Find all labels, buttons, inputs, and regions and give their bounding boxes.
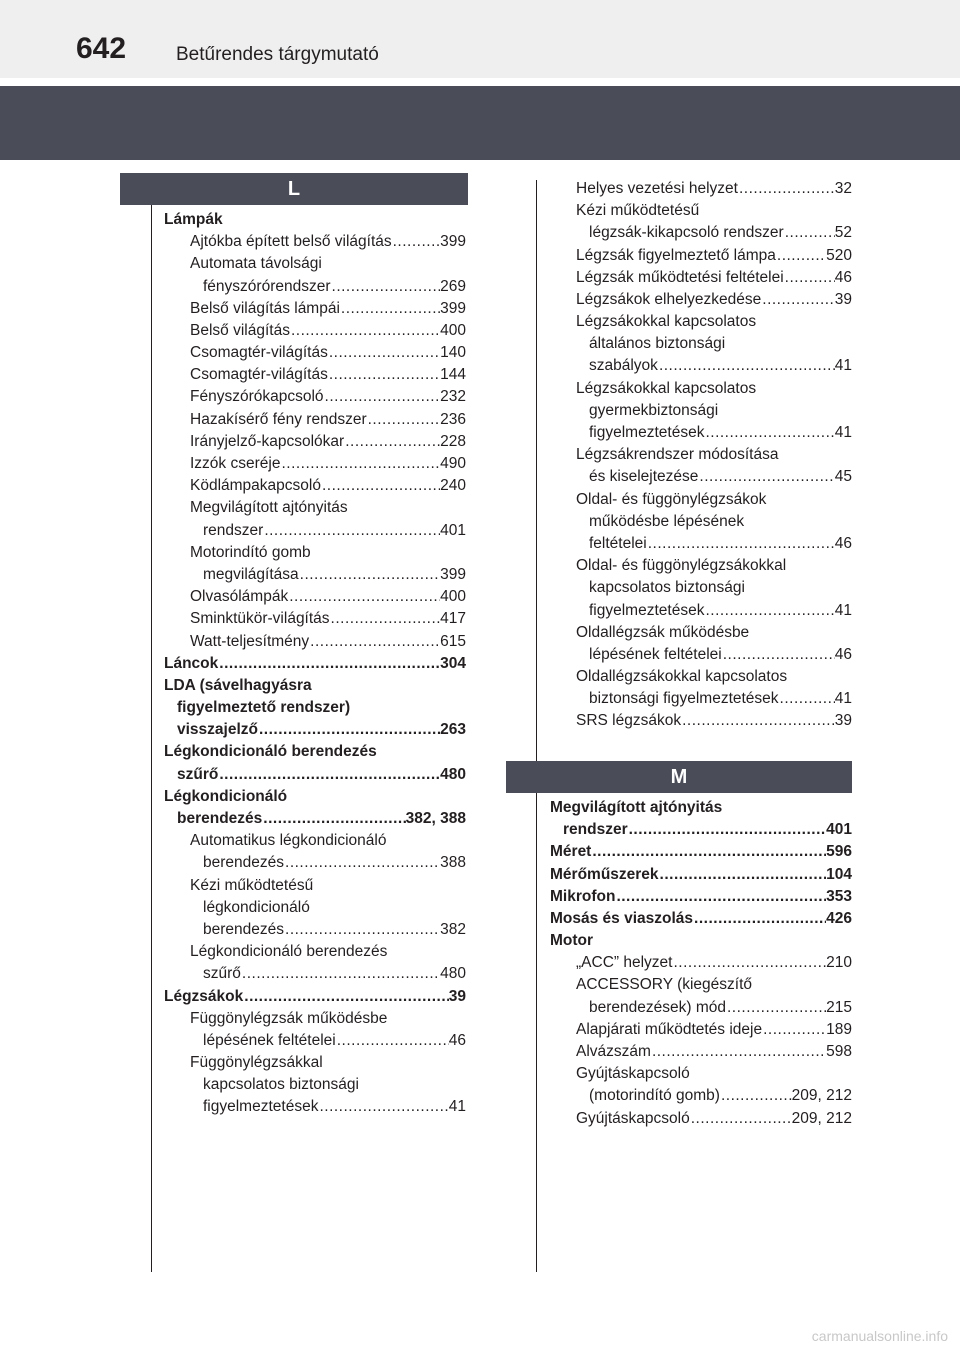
- dot-leader: [328, 342, 440, 364]
- index-entry: [550, 997, 852, 1019]
- index-entry: [164, 742, 466, 764]
- index-entry-text: figyelmeztetések: [203, 1098, 319, 1116]
- index-entry-text: gyermekbiztonsági: [589, 401, 719, 419]
- index-entry-text: rendszer: [563, 821, 628, 839]
- index-entry-text: SRS légzsákok: [576, 712, 682, 730]
- index-entry-text: kapcsolatos biztonsági: [589, 579, 745, 597]
- index-entry-page: 399: [440, 299, 466, 317]
- dot-leader: [243, 986, 448, 1008]
- index-entry-text: Helyes vezetési helyzet: [576, 179, 738, 197]
- index-entry: [164, 453, 466, 475]
- index-entry-page: 39: [448, 987, 466, 1005]
- index-entry-text: Méret: [550, 843, 592, 861]
- dot-leader: [258, 719, 440, 741]
- index-entry-page: 417: [440, 610, 466, 628]
- dot-leader: [690, 1108, 792, 1130]
- index-entry-text: Láncok: [164, 654, 219, 672]
- index-entry-text: lépésének feltételei: [203, 1031, 336, 1049]
- index-entry-text: Mosás és viaszolás: [550, 909, 694, 927]
- index-entry-text: berendezés: [203, 854, 285, 872]
- index-entry-page: 401: [440, 521, 466, 539]
- index-entry-page: 615: [440, 632, 466, 650]
- dot-leader: [659, 864, 827, 886]
- index-entry: [164, 941, 466, 963]
- index-entry: [164, 497, 466, 519]
- index-entry-text: Hazakísérő fény rendszer: [190, 410, 367, 428]
- index-entry: [550, 466, 852, 488]
- index-entry: [550, 819, 852, 841]
- index-entry-page: 236: [440, 410, 466, 428]
- index-entry-text: Irányjelző-kapcsolókar: [190, 432, 345, 450]
- index-entry-page: 46: [834, 268, 852, 286]
- index-entry-text: és kiselejtezése: [589, 468, 699, 486]
- dot-leader: [330, 608, 441, 630]
- dot-leader: [340, 298, 440, 320]
- dot-leader: [681, 710, 835, 732]
- index-entry: [550, 908, 852, 930]
- index-entry-text: Alvázszám: [576, 1043, 651, 1061]
- dot-leader: [722, 644, 835, 666]
- index-entry-text: Légkondicionáló: [164, 787, 288, 805]
- index-entry-text: Sminktükör-világítás: [190, 610, 330, 628]
- index-entry-text: Légzsákokkal kapcsolatos: [576, 379, 757, 397]
- index-entry-text: Automata távolsági: [190, 255, 322, 273]
- index-entry: [550, 688, 852, 710]
- index-entry-text: Oldallégzsák működésbe: [576, 623, 750, 641]
- left-column-rule: [151, 180, 152, 1272]
- index-entry: [164, 719, 466, 741]
- header-band: [0, 86, 960, 160]
- index-entry: [550, 1108, 852, 1130]
- section-header-m: M: [506, 761, 852, 793]
- index-entry: [550, 489, 852, 511]
- index-entry-page: 46: [834, 645, 852, 663]
- dot-leader: [331, 276, 441, 298]
- dot-leader: [672, 952, 826, 974]
- index-entry: [550, 178, 852, 200]
- index-entry-page: 353: [826, 887, 852, 905]
- dot-leader: [651, 1041, 826, 1063]
- index-entry: [164, 897, 466, 919]
- index-entry-page: 480: [440, 965, 466, 983]
- index-entry-page: 39: [834, 712, 852, 730]
- index-entry-page: 480: [440, 765, 466, 783]
- middle-column-rule: [536, 180, 537, 1272]
- index-entry: [550, 1041, 852, 1063]
- index-entry: [164, 919, 466, 941]
- dot-leader: [262, 808, 405, 830]
- index-entry-text: Automatikus légkondicionáló: [190, 832, 387, 850]
- dot-leader: [280, 453, 440, 475]
- index-entry-text: Motorindító gomb: [190, 543, 311, 561]
- index-entry: [550, 930, 852, 952]
- index-entry: [550, 1019, 852, 1041]
- index-entry-text: Légzsák működtetési feltételei: [576, 268, 784, 286]
- index-entry-text: szabályok: [589, 357, 658, 375]
- index-entry-page: 46: [834, 534, 852, 552]
- index-entry-page: 520: [826, 246, 852, 264]
- index-entry: [164, 963, 466, 985]
- index-entry: [550, 378, 852, 400]
- index-entry-text: légzsák-kikapcsoló rendszer: [589, 224, 784, 242]
- dot-leader: [290, 320, 440, 342]
- index-entry: [164, 253, 466, 275]
- index-entry-page: 228: [440, 432, 466, 450]
- index-entry-text: „ACC” helyzet: [576, 954, 673, 972]
- dot-leader: [392, 231, 441, 253]
- index-entry: [164, 875, 466, 897]
- index-entry-page: 45: [834, 468, 852, 486]
- index-entry-page: 144: [440, 366, 466, 384]
- index-entry-page: 215: [826, 998, 852, 1016]
- index-entry-text: LDA (sávelhagyásra: [164, 676, 312, 694]
- index-entry: [550, 600, 852, 622]
- index-entry-text: Csomagtér-világítás: [190, 344, 328, 362]
- index-entry-page: 189: [826, 1020, 852, 1038]
- index-entry-page: 46: [448, 1031, 466, 1049]
- index-entry-text: Gyújtáskapcsoló: [576, 1109, 690, 1127]
- index-entry-text: Légzsákokkal kapcsolatos: [576, 313, 757, 331]
- index-entry-text: Légzsákrendszer módosítása: [576, 446, 779, 464]
- index-entry-text: általános biztonsági: [589, 335, 726, 353]
- dot-leader: [738, 178, 835, 200]
- index-entry: [550, 666, 852, 688]
- index-entry-text: szűrő: [177, 765, 219, 783]
- index-entry: [550, 333, 852, 355]
- index-entry-page: 400: [440, 321, 466, 339]
- index-entry-page: 41: [834, 357, 852, 375]
- index-entry-text: Olvasólámpák: [190, 588, 289, 606]
- index-entry-text: Függönylégzsákkal: [190, 1054, 323, 1072]
- index-entry: [164, 298, 466, 320]
- index-entry-text: Motor: [550, 932, 594, 950]
- index-entry-text: Légkondicionáló berendezés: [190, 943, 388, 961]
- index-entry: [164, 808, 466, 830]
- index-entry-text: működésbe lépésének: [589, 512, 745, 530]
- index-entry: [164, 276, 466, 298]
- index-entry-text: feltételei: [589, 534, 647, 552]
- index-entry-text: rendszer: [203, 521, 264, 539]
- index-entry-page: 399: [440, 565, 466, 583]
- dot-leader: [726, 997, 826, 1019]
- index-entry-text: berendezés: [203, 920, 285, 938]
- index-entry-page: 426: [826, 909, 852, 927]
- dot-leader: [367, 409, 441, 431]
- index-entry-text: fényszórórendszer: [203, 277, 331, 295]
- dot-leader: [647, 533, 835, 555]
- index-entry: [550, 444, 852, 466]
- index-entry: [550, 555, 852, 577]
- index-entry: [550, 644, 852, 666]
- index-entry-text: Légzsákok: [164, 987, 244, 1005]
- index-entry: [164, 830, 466, 852]
- index-entry-text: berendezés: [177, 810, 263, 828]
- index-entry-page: 304: [440, 654, 466, 672]
- dot-leader: [761, 289, 834, 311]
- index-entry-page: 232: [440, 388, 466, 406]
- index-entry-text: Légzsákok elhelyezkedése: [576, 290, 762, 308]
- index-entry-page: 52: [834, 224, 852, 242]
- index-entry-text: Watt-teljesítmény: [190, 632, 310, 650]
- dot-leader: [720, 1085, 792, 1107]
- index-entry: [164, 1008, 466, 1030]
- index-entry: [550, 356, 852, 378]
- dot-leader: [309, 631, 440, 653]
- page-title: Betűrendes tárgymutató: [176, 44, 379, 65]
- index-entry-page: 490: [440, 455, 466, 473]
- index-entry-text: figyelmeztetések: [589, 424, 705, 442]
- index-entry-page: 399: [440, 233, 466, 251]
- index-entry-text: (motorindító gomb): [589, 1087, 720, 1105]
- dot-leader: [328, 364, 440, 386]
- index-entry: [164, 764, 466, 786]
- dot-leader: [658, 355, 835, 377]
- index-entry: [550, 577, 852, 599]
- index-entry-page: 598: [826, 1043, 852, 1061]
- index-entry-text: Belső világítás: [190, 321, 290, 339]
- index-entry-text: megvilágítása: [203, 565, 299, 583]
- dot-leader: [784, 222, 835, 244]
- index-entry-text: ACCESSORY (kiegészítő: [576, 976, 753, 994]
- dot-leader: [263, 520, 440, 542]
- dot-leader: [318, 1096, 448, 1118]
- index-entry: [164, 542, 466, 564]
- index-entry: [164, 409, 466, 431]
- index-entry: [550, 267, 852, 289]
- index-entry-text: Légkondicionáló berendezés: [164, 743, 377, 761]
- index-entry-page: 269: [440, 277, 466, 295]
- index-entry-text: légkondicionáló: [203, 898, 310, 916]
- dot-leader: [218, 653, 440, 675]
- dot-leader: [779, 688, 835, 710]
- index-entry-text: figyelmeztetések: [589, 601, 705, 619]
- dot-leader: [284, 919, 440, 941]
- dot-leader: [336, 1030, 449, 1052]
- index-entry: [164, 586, 466, 608]
- index-entry-text: Csomagtér-világítás: [190, 366, 328, 384]
- section-header-l: L: [120, 173, 468, 205]
- index-entry-page: 104: [826, 865, 852, 883]
- index-column-right-bottom: [550, 797, 852, 1130]
- index-entry-page: 382: [440, 920, 466, 938]
- dot-leader: [704, 422, 834, 444]
- dot-leader: [321, 475, 440, 497]
- index-entry-page: 209, 212: [791, 1087, 852, 1105]
- index-entry-page: 382, 388: [405, 810, 466, 828]
- index-entry: [550, 400, 852, 422]
- index-entry: [550, 245, 852, 267]
- index-entry: [550, 711, 852, 733]
- index-entry: [164, 231, 466, 253]
- index-entry-text: berendezések) mód: [589, 998, 726, 1016]
- index-entry-page: 210: [826, 954, 852, 972]
- index-entry-text: Megvilágított ajtónyitás: [550, 798, 723, 816]
- index-entry-page: 41: [448, 1098, 466, 1116]
- index-entry: [164, 387, 466, 409]
- index-entry: [164, 653, 466, 675]
- dot-leader: [776, 245, 826, 267]
- dot-leader: [698, 466, 834, 488]
- index-entry-text: Oldal- és függönylégzsákok: [576, 490, 767, 508]
- index-entry: [550, 952, 852, 974]
- index-entry-page: 596: [826, 843, 852, 861]
- index-entry: [164, 320, 466, 342]
- index-entry-page: 400: [440, 588, 466, 606]
- index-entry: [550, 886, 852, 908]
- index-entry-text: Függönylégzsák működésbe: [190, 1009, 388, 1027]
- index-entry: [164, 209, 466, 231]
- index-entry-text: Megvilágított ajtónyitás: [190, 499, 348, 517]
- dot-leader: [284, 852, 440, 874]
- index-entry-text: Mikrofon: [550, 887, 616, 905]
- index-entry-text: Oldallégzsákokkal kapcsolatos: [576, 668, 788, 686]
- index-entry-text: Belső világítás lámpái: [190, 299, 340, 317]
- index-entry-page: 240: [440, 477, 466, 495]
- dot-leader: [693, 908, 826, 930]
- dot-leader: [704, 600, 834, 622]
- index-entry: [164, 1052, 466, 1074]
- index-entry: [550, 200, 852, 222]
- index-entry: [164, 852, 466, 874]
- index-column-left: [164, 209, 466, 1119]
- dot-leader: [615, 886, 826, 908]
- index-entry: [164, 1030, 466, 1052]
- index-entry-page: 32: [834, 179, 852, 197]
- index-entry: [164, 697, 466, 719]
- index-entry-text: Oldal- és függönylégzsákokkal: [576, 557, 787, 575]
- index-entry-text: Kézi működtetésű: [190, 876, 314, 894]
- index-entry: [164, 675, 466, 697]
- dot-leader: [628, 819, 827, 841]
- dot-leader: [288, 586, 440, 608]
- index-entry-text: szűrő: [203, 965, 241, 983]
- index-entry-text: Ajtókba épített belső világítás: [190, 233, 392, 251]
- index-entry-text: Gyújtáskapcsoló: [576, 1065, 690, 1083]
- dot-leader: [324, 386, 441, 408]
- index-entry: [550, 622, 852, 644]
- index-entry: [164, 342, 466, 364]
- index-entry-page: 263: [440, 721, 466, 739]
- index-entry-text: Mérőműszerek: [550, 865, 659, 883]
- header-bar: [0, 0, 960, 78]
- index-entry-page: 140: [440, 344, 466, 362]
- index-entry-page: 401: [826, 821, 852, 839]
- dot-leader: [344, 431, 440, 453]
- index-entry: [164, 986, 466, 1008]
- index-entry-text: Alapjárati működtetés ideje: [576, 1020, 763, 1038]
- index-entry: [550, 511, 852, 533]
- dot-leader: [762, 1019, 826, 1041]
- index-entry: [550, 797, 852, 819]
- index-entry-text: Izzók cseréje: [190, 455, 281, 473]
- index-entry-text: Fényszórókapcsoló: [190, 388, 324, 406]
- index-entry: [550, 975, 852, 997]
- index-entry-page: 39: [834, 290, 852, 308]
- index-entry: [164, 608, 466, 630]
- index-entry-text: Lámpák: [164, 210, 223, 228]
- index-entry: [164, 520, 466, 542]
- watermark: carmanualsonline.info: [811, 1328, 948, 1344]
- index-entry: [550, 864, 852, 886]
- index-entry: [550, 422, 852, 444]
- index-entry: [550, 533, 852, 555]
- index-entry: [164, 475, 466, 497]
- dot-leader: [299, 564, 440, 586]
- index-entry-text: Légzsák figyelmeztető lámpa: [576, 246, 776, 264]
- index-entry-page: 388: [440, 854, 466, 872]
- index-entry-text: figyelmeztető rendszer): [177, 699, 351, 717]
- dot-leader: [784, 267, 835, 289]
- index-entry: [164, 631, 466, 653]
- index-entry: [550, 222, 852, 244]
- index-entry-page: 41: [834, 690, 852, 708]
- index-entry: [550, 289, 852, 311]
- index-column-right-top: [550, 178, 852, 733]
- index-entry-text: lépésének feltételei: [589, 645, 722, 663]
- index-entry-text: Ködlámpakapcsoló: [190, 477, 321, 495]
- index-entry: [164, 431, 466, 453]
- dot-leader: [218, 764, 440, 786]
- index-entry-text: kapcsolatos biztonsági: [203, 1076, 359, 1094]
- page-number: 642: [76, 32, 127, 65]
- index-entry: [164, 364, 466, 386]
- index-entry-page: 41: [834, 601, 852, 619]
- index-entry-page: 209, 212: [791, 1109, 852, 1127]
- index-entry-text: biztonsági figyelmeztetések: [589, 690, 779, 708]
- index-entry: [164, 1074, 466, 1096]
- index-entry-text: Kézi működtetésű: [576, 202, 700, 220]
- index-entry: [550, 1085, 852, 1107]
- index-entry: [550, 1063, 852, 1085]
- index-entry: [164, 1097, 466, 1119]
- dot-leader: [241, 963, 440, 985]
- dot-leader: [591, 841, 826, 863]
- index-entry: [550, 841, 852, 863]
- index-entry: [164, 786, 466, 808]
- index-entry-text: visszajelző: [177, 721, 258, 739]
- index-entry: [550, 311, 852, 333]
- index-entry: [164, 564, 466, 586]
- index-entry-page: 41: [834, 424, 852, 442]
